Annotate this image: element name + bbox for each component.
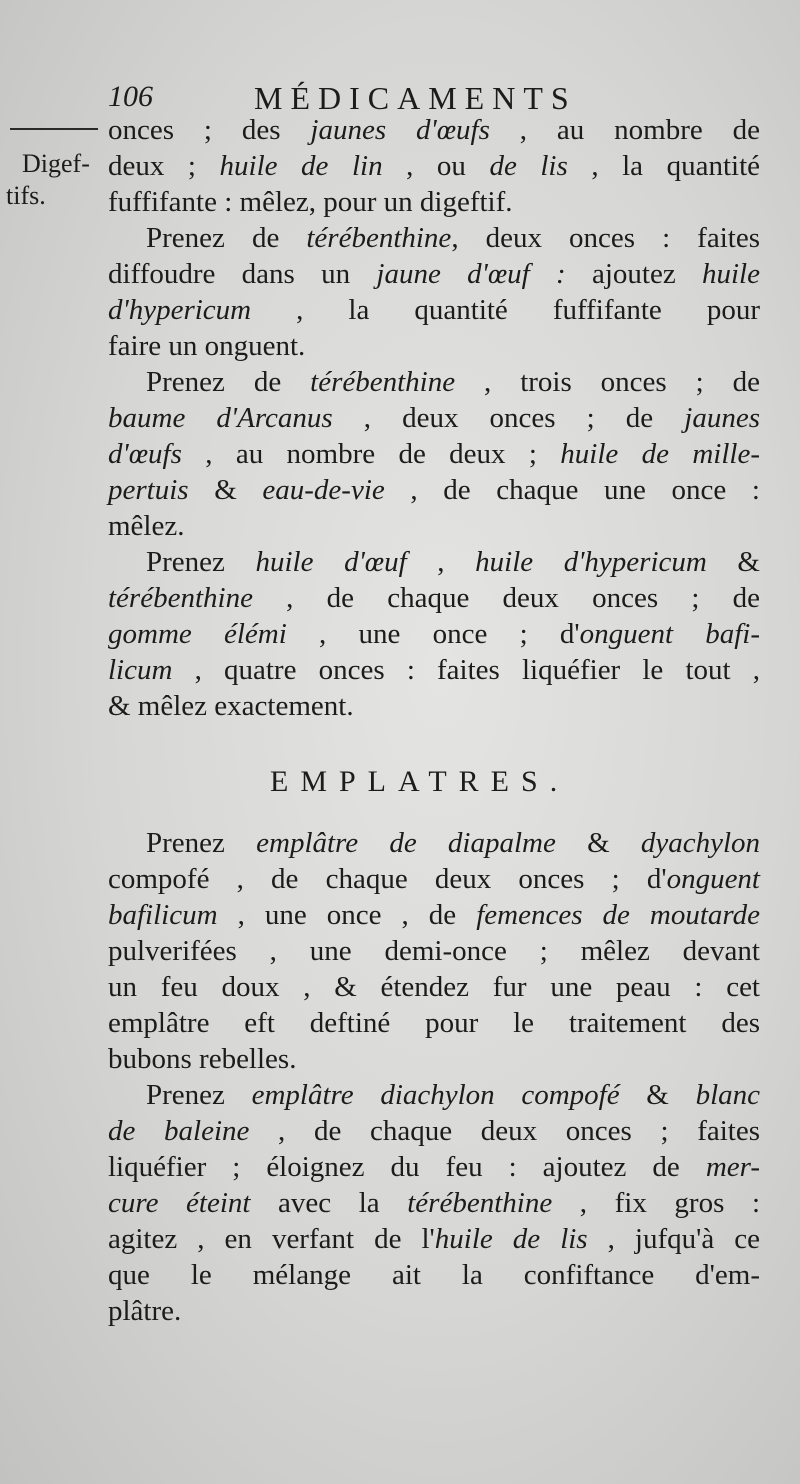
text-line xyxy=(108,148,760,184)
text-line xyxy=(108,436,760,472)
italic-text: onguent xyxy=(666,863,760,895)
text-line xyxy=(108,897,760,933)
italic-text: eau-de-vie xyxy=(262,474,385,506)
text-line xyxy=(108,364,760,400)
text-line xyxy=(108,256,760,292)
text-line xyxy=(108,969,760,1005)
italic-text: huile de lin xyxy=(219,150,383,182)
italic-text: d'hypericum xyxy=(108,294,252,326)
text-line xyxy=(108,508,760,544)
text-line xyxy=(108,1257,760,1293)
italic-text: baume d'Arcanus xyxy=(108,402,333,434)
italic-text: jaunes d'œufs xyxy=(310,114,490,146)
italic-text: huile d'œuf xyxy=(255,546,407,578)
digestifs-section xyxy=(108,112,760,724)
italic-text: jaune d'œuf : xyxy=(376,258,566,290)
text-line xyxy=(108,580,760,616)
running-title: MÉDICAMENTS xyxy=(254,80,577,116)
text-run: un feu doux , & étendez fur une peau : cet xyxy=(108,971,760,1003)
text-run: Prenez xyxy=(146,546,256,578)
italic-text: térébenthine xyxy=(407,1187,553,1219)
text-run: , au nombre de xyxy=(489,114,760,146)
text-line xyxy=(108,1149,760,1185)
italic-text: mer- xyxy=(705,1151,760,1183)
text-run: , une once ; d' xyxy=(286,618,580,650)
text-run: & xyxy=(706,546,760,578)
text-line xyxy=(108,616,760,652)
text-run: Prenez xyxy=(146,1079,252,1111)
italic-text: jaunes xyxy=(684,402,760,434)
text-run: , jufqu'à ce xyxy=(587,1223,761,1255)
text-run: & mêlez exactement. xyxy=(108,690,354,722)
text-line xyxy=(108,861,760,897)
italic-text: blanc xyxy=(695,1079,760,1111)
text-line xyxy=(108,292,760,328)
text-run: Prenez de xyxy=(146,366,311,398)
text-line xyxy=(108,1221,760,1257)
text-run: & xyxy=(188,474,263,506)
text-run: Prenez xyxy=(146,827,257,859)
text-line xyxy=(108,933,760,969)
text-line xyxy=(108,1293,760,1329)
text-run: & xyxy=(555,827,641,859)
text-run: faire un onguent. xyxy=(108,330,306,362)
text-line xyxy=(108,1005,760,1041)
text-line xyxy=(108,688,760,724)
text-run: compofé , de chaque deux onces ; d' xyxy=(108,863,667,895)
italic-text: de lis xyxy=(489,150,568,182)
text-line xyxy=(108,1185,760,1221)
italic-text: térébenthine xyxy=(310,366,456,398)
emplatres-section xyxy=(108,825,760,1329)
italic-text: huile de mille- xyxy=(560,438,760,470)
text-run: plâtre. xyxy=(108,1295,182,1327)
italic-text: femences de moutarde xyxy=(476,899,760,931)
margin-rule xyxy=(10,128,98,130)
text-run: , quatre onces : faites liquéfier le tout , xyxy=(172,654,760,686)
text-run: , de chaque deux onces ; de xyxy=(252,582,760,614)
text-run: , de chaque une once : xyxy=(384,474,760,506)
text-line xyxy=(108,112,760,148)
margin-note-line: tifs. xyxy=(6,181,46,210)
margin-note xyxy=(0,148,100,212)
text-run: & xyxy=(619,1079,696,1111)
text-run: , ou xyxy=(382,150,490,182)
text-run: pulverifées , une demi-once ; mêlez devant xyxy=(108,935,760,967)
text-run: , une once , de xyxy=(217,899,477,931)
italic-text: bafilicum xyxy=(108,899,218,931)
text-line xyxy=(108,1077,760,1113)
text-line xyxy=(108,328,760,364)
text-run: bubons rebelles. xyxy=(108,1043,297,1075)
text-run: agitez , en verfant de l' xyxy=(108,1223,435,1255)
italic-text: huile xyxy=(701,258,760,290)
text-run: liquéfier ; éloignez du feu : ajoutez de xyxy=(108,1151,706,1183)
text-line xyxy=(108,1041,760,1077)
text-line xyxy=(108,825,760,861)
italic-text: emplâtre diachylon compofé xyxy=(251,1079,620,1111)
text-run: diffoudre dans un xyxy=(108,258,377,290)
italic-text: dyachylon xyxy=(640,827,761,859)
italic-text: pertuis xyxy=(108,474,189,506)
text-line xyxy=(108,652,760,688)
text-run: mêlez. xyxy=(108,510,185,542)
text-run: emplâtre eft deftiné pour le traitement des xyxy=(108,1007,760,1039)
italic-text: térébenthine xyxy=(306,222,452,254)
italic-text: d'œufs xyxy=(108,438,182,470)
text-run: , la quantité xyxy=(567,150,760,182)
text-run: ajoutez xyxy=(565,258,702,290)
page-number: 106 xyxy=(108,80,153,113)
text-line xyxy=(108,184,760,220)
italic-text: onguent bafi- xyxy=(579,618,761,650)
text-run: , fix gros : xyxy=(552,1187,760,1219)
text-run: , au nombre de deux ; xyxy=(181,438,561,470)
text-run: onces ; des xyxy=(108,114,311,146)
italic-text: emplâtre de diapalme xyxy=(256,827,556,859)
text-run: fuffifante : mêlez, pour un digeftif. xyxy=(108,186,513,218)
text-run: que le mélange ait la confiftance d'em- xyxy=(108,1259,760,1291)
italic-text: licum xyxy=(108,654,173,686)
text-line xyxy=(108,544,760,580)
text-line xyxy=(108,1113,760,1149)
italic-text: de baleine xyxy=(108,1115,250,1147)
italic-text: gomme élémi xyxy=(108,618,287,650)
text-run: Prenez de xyxy=(146,222,307,254)
text-run: , xyxy=(406,546,476,578)
text-run: , la quantité fuffifante pour xyxy=(251,294,760,326)
italic-text: térébenthine xyxy=(108,582,253,614)
text-line xyxy=(108,400,760,436)
section-heading: EMPLATRES. xyxy=(270,765,570,798)
italic-text: huile de lis xyxy=(434,1223,588,1255)
text-line xyxy=(108,220,760,256)
text-line xyxy=(108,472,760,508)
text-run: , de chaque deux onces ; faites xyxy=(249,1115,760,1147)
text-run: , deux onces ; de xyxy=(332,402,685,434)
text-run: , deux onces : faites xyxy=(451,222,760,254)
text-run: deux ; xyxy=(108,150,220,182)
text-run: avec la xyxy=(250,1187,408,1219)
text-run: , trois onces ; de xyxy=(455,366,761,398)
italic-text: huile d'hypericum xyxy=(475,546,707,578)
italic-text: cure éteint xyxy=(108,1187,251,1219)
margin-note-line: Digef- xyxy=(22,149,90,178)
